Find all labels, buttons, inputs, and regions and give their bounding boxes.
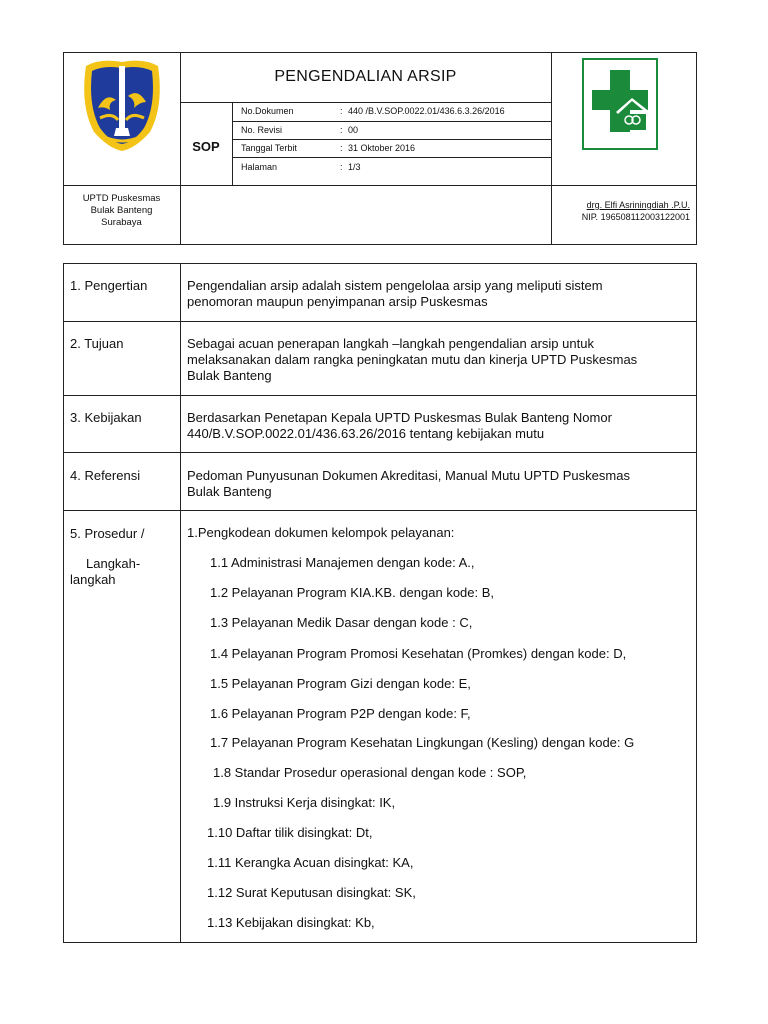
meta-separator: : xyxy=(340,143,343,153)
meta-label-document-number: No.Dokumen xyxy=(241,106,294,116)
meta-separator: : xyxy=(340,162,343,172)
section-label-pengertian: 1. Pengertian xyxy=(70,278,148,293)
section-text-referensi xyxy=(187,468,692,500)
unit-line: UPTD Puskesmas xyxy=(82,193,161,204)
unit-name xyxy=(63,193,180,229)
section-label-kebijakan: 3. Kebijakan xyxy=(70,410,142,425)
meta-value-revision: 00 xyxy=(348,125,359,135)
meta-label-revision: No. Revisi xyxy=(241,125,283,135)
text-line: Bulak Banteng xyxy=(187,368,272,383)
text-line: Pedoman Punyusunan Dokumen Akreditasi, Manual Mutu UPTD Puskesmas xyxy=(187,468,630,483)
procedure-step: 1.3 Pelayanan Medik Dasar dengan kode : C, xyxy=(210,615,473,630)
section-label-langkah: Langkah- xyxy=(86,556,141,571)
section-label-referensi: 4. Referensi xyxy=(70,468,141,483)
unit-line: Surabaya xyxy=(101,217,142,228)
meta-value-document-number: 440 /B.V.SOP.0022.01/436.6.3.26/2016 xyxy=(348,106,505,116)
procedure-step: 1.13 Kebijakan disingkat: Kb, xyxy=(207,915,375,930)
procedure-step: 1.6 Pelayanan Program P2P dengan kode: F, xyxy=(210,706,471,721)
text-line: 440/B.V.SOP.0022.01/436.63.26/2016 tentang kebijakan mutu xyxy=(187,426,545,441)
procedure-step: 1.9 Instruksi Kerja disingkat: IK, xyxy=(213,795,396,810)
meta-separator: : xyxy=(340,125,343,135)
meta-label-page: Halaman xyxy=(241,162,278,172)
procedure-step: 1.4 Pelayanan Program Promosi Kesehatan (Promkes) dengan kode: D, xyxy=(210,646,627,661)
signatory xyxy=(551,199,690,223)
procedure-intro: 1.Pengkodean dokumen kelompok pelayanan: xyxy=(187,525,455,540)
text-line: Berdasarkan Penetapan Kepala UPTD Puskesmas Bulak Banteng Nomor xyxy=(187,410,612,425)
procedure-step: 1.5 Pelayanan Program Gizi dengan kode: E, xyxy=(210,676,471,691)
section-text-kebijakan xyxy=(187,410,692,442)
section-text-pengertian xyxy=(187,278,692,310)
procedure-step: 1.10 Daftar tilik disingkat: Dt, xyxy=(207,825,373,840)
section-text-tujuan xyxy=(187,336,692,384)
sop-label: SOP xyxy=(192,139,220,154)
procedure-step: 1.7 Pelayanan Program Kesehatan Lingkungan (Kesling) dengan kode: G xyxy=(210,735,635,750)
city-emblem-logo xyxy=(80,56,164,152)
meta-label-issue-date: Tanggal Terbit xyxy=(241,143,297,153)
text-line: Pengendalian arsip adalah sistem pengelolaa arsip yang meliputi sistem xyxy=(187,278,603,293)
text-line: melaksanakan dalam rangka peningkatan mutu dan kinerja UPTD Puskesmas xyxy=(187,352,638,367)
text-line: Bulak Banteng xyxy=(187,484,272,499)
procedure-step: 1.12 Surat Keputusan disingkat: SK, xyxy=(207,885,416,900)
text-line: Sebagai acuan penerapan langkah –langkah pengendalian arsip untuk xyxy=(187,336,594,351)
procedure-step: 1.2 Pelayanan Program KIA.KB. dengan kode: B, xyxy=(210,585,495,600)
section-label-langkah-2: langkah xyxy=(70,572,116,587)
meta-value-page: 1/3 xyxy=(348,162,361,172)
procedure-step: 1.8 Standar Prosedur operasional dengan kode : SOP, xyxy=(213,765,527,780)
procedure-step: 1.1 Administrasi Manajemen dengan kode: A., xyxy=(210,555,475,570)
signatory-nip: NIP. 196508112003122001 xyxy=(581,212,690,222)
meta-value-issue-date: 31 Oktober 2016 xyxy=(348,143,416,153)
signatory-name: drg. Elfi Asriningdiah .P.U. xyxy=(586,200,690,210)
document-title: PENGENDALIAN ARSIP xyxy=(274,68,457,85)
section-label-tujuan: 2. Tujuan xyxy=(70,336,124,351)
procedure-step: 1.11 Kerangka Acuan disingkat: KA, xyxy=(207,855,414,870)
section-label-prosedur: 5. Prosedur / xyxy=(70,526,145,541)
meta-separator: : xyxy=(340,106,343,116)
unit-line: Bulak Banteng xyxy=(90,205,153,216)
text-line: penomoran maupun penyimpanan arsip Puskesmas xyxy=(187,294,488,309)
puskesmas-logo xyxy=(582,58,658,150)
